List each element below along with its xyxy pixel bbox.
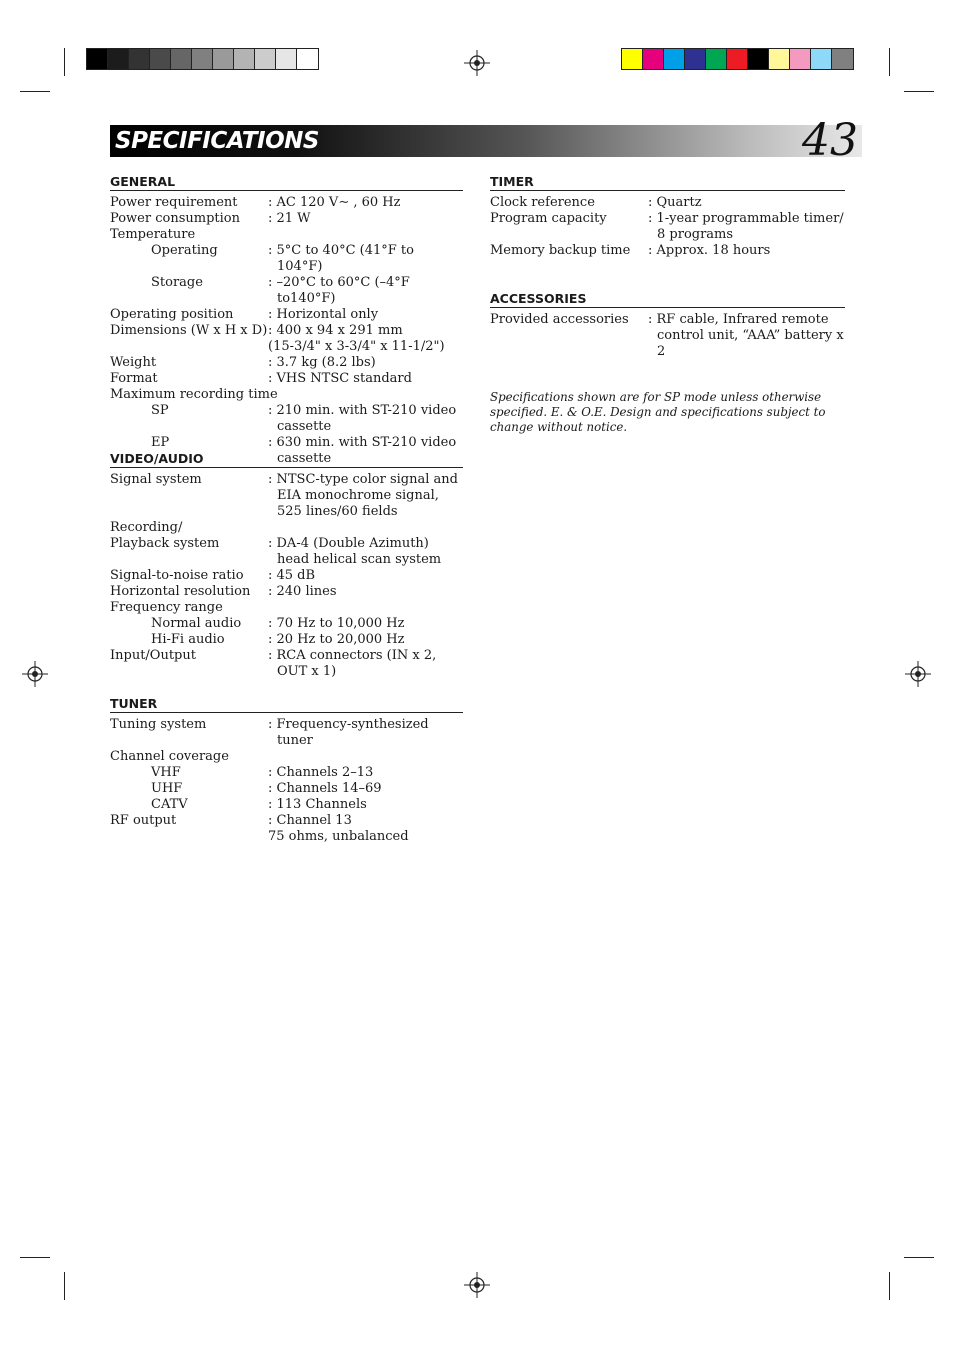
- spec-label: Provided accessories: [490, 312, 629, 327]
- section-heading: GENERAL: [110, 175, 463, 191]
- section-heading: VIDEO/AUDIO: [110, 452, 463, 468]
- spec-label: Frequency range: [110, 600, 223, 615]
- page-title: SPECIFICATIONS: [115, 128, 319, 154]
- spec-label: Format: [110, 371, 158, 386]
- spec-value: : Channels 14–69: [268, 781, 382, 796]
- spec-value: : 21 W: [268, 211, 311, 226]
- color-swatch: [213, 49, 234, 69]
- spec-value: [268, 227, 463, 243]
- spec-row: [110, 355, 463, 371]
- spec-value: : Approx. 18 hours: [648, 243, 771, 258]
- spec-value: : NTSC-type color signal and EIA monochrome signal, 525 lines/60 fields: [268, 472, 458, 519]
- tuner-section: [110, 697, 463, 845]
- spec-label: Operating: [151, 243, 218, 258]
- spec-label: Recording/: [110, 520, 183, 535]
- process-color-bar: [621, 48, 854, 70]
- spec-value: : Channels 2–13: [268, 765, 374, 780]
- spec-value: : 240 lines: [268, 584, 337, 599]
- spec-row: [110, 632, 463, 648]
- general-section: [110, 175, 463, 467]
- color-swatch: [832, 49, 853, 69]
- spec-label: Weight: [110, 355, 157, 370]
- spec-label: Operating position: [110, 307, 234, 322]
- spec-label: UHF: [151, 781, 183, 796]
- spec-value: [268, 749, 463, 765]
- grayscale-color-bar: [86, 48, 319, 70]
- spec-row: [110, 323, 463, 339]
- spec-row: [110, 243, 463, 275]
- spec-value: : RF cable, Infrared remote control unit, “AAA” battery x 2: [648, 312, 844, 359]
- spec-value: : Channel 13: [268, 813, 352, 828]
- spec-row: [110, 339, 463, 355]
- title-banner: [110, 115, 862, 166]
- color-swatch: [664, 49, 685, 69]
- spec-row: [110, 717, 463, 749]
- spec-label: Signal-to-noise ratio: [110, 568, 244, 583]
- video-audio-section: [110, 452, 463, 680]
- spec-value: (15-3/4" x 3-3/4" x 11-1/2"): [268, 339, 445, 354]
- crop-mark: [889, 48, 890, 76]
- spec-label: Horizontal resolution: [110, 584, 251, 599]
- spec-row: [110, 568, 463, 584]
- spec-value: : –20°C to 60°C (–4°F to140°F): [268, 275, 410, 306]
- color-swatch: [276, 49, 297, 69]
- spec-value: : Frequency-synthesized tuner: [268, 717, 429, 748]
- spec-row: [110, 307, 463, 323]
- spec-label: Power consumption: [110, 211, 240, 226]
- spec-label: [110, 829, 268, 845]
- crop-mark: [904, 1257, 934, 1258]
- registration-mark-icon: [464, 50, 490, 76]
- crop-mark: [889, 1272, 890, 1300]
- spec-row: [110, 648, 463, 680]
- color-swatch: [685, 49, 706, 69]
- spec-row: [110, 797, 463, 813]
- color-swatch: [706, 49, 727, 69]
- crop-mark: [20, 1257, 50, 1258]
- spec-value: : VHS NTSC standard: [268, 371, 412, 386]
- spec-row: [110, 403, 463, 435]
- spec-row: [490, 195, 845, 211]
- spec-value: : 400 x 94 x 291 mm: [268, 323, 403, 338]
- spec-value: : DA-4 (Double Azimuth) head helical scan system: [268, 536, 442, 567]
- spec-value: [268, 600, 463, 616]
- spec-value: [268, 387, 463, 403]
- spec-row: [110, 472, 463, 520]
- spec-label: Storage: [151, 275, 203, 290]
- spec-value: 75 ohms, unbalanced: [268, 829, 409, 844]
- spec-label: VHF: [151, 765, 181, 780]
- color-swatch: [129, 49, 150, 69]
- spec-row: [110, 616, 463, 632]
- color-swatch: [643, 49, 664, 69]
- spec-value: : 113 Channels: [268, 797, 367, 812]
- color-swatch: [622, 49, 643, 69]
- crop-mark: [20, 91, 50, 92]
- crop-mark: [904, 91, 934, 92]
- spec-value: : Quartz: [648, 195, 702, 210]
- specifications-note: Specifications shown are for SP mode unless otherwise specified. E. & O.E. Design and specifications subject to change without notice.: [490, 390, 826, 434]
- spec-value: : AC 120 V∼ , 60 Hz: [268, 195, 401, 210]
- spec-row: [490, 211, 845, 243]
- spec-row: [110, 211, 463, 227]
- spec-label: Hi-Fi audio: [151, 632, 225, 647]
- spec-value: : 45 dB: [268, 568, 316, 583]
- spec-value: : 210 min. with ST-210 video cassette: [268, 403, 457, 434]
- registration-mark-icon: [464, 1272, 490, 1298]
- spec-row: [110, 749, 463, 765]
- color-swatch: [171, 49, 192, 69]
- spec-row: [110, 813, 463, 829]
- color-swatch: [811, 49, 832, 69]
- spec-row: [110, 781, 463, 797]
- spec-label: Channel coverage: [110, 749, 229, 764]
- spec-label: [110, 339, 268, 355]
- page-number: 43: [802, 115, 858, 166]
- crop-mark: [64, 48, 65, 76]
- color-swatch: [748, 49, 769, 69]
- registration-mark-icon: [905, 661, 931, 687]
- spec-label: Maximum recording time: [110, 387, 278, 402]
- spec-row: [110, 371, 463, 387]
- spec-label: Normal audio: [151, 616, 242, 631]
- spec-value: : 630 min. with ST-210 video cassette: [268, 435, 457, 466]
- spec-value: : 1-year programmable timer/ 8 programs: [648, 211, 844, 242]
- section-heading: ACCESSORIES: [490, 292, 845, 308]
- section-heading: TUNER: [110, 697, 463, 713]
- color-swatch: [192, 49, 213, 69]
- spec-label: CATV: [151, 797, 188, 812]
- accessories-section: [490, 292, 845, 360]
- color-swatch: [150, 49, 171, 69]
- color-swatch: [297, 49, 318, 69]
- spec-label: Signal system: [110, 472, 202, 487]
- timer-section: [490, 175, 845, 259]
- spec-label: Dimensions (W x H x D): [110, 323, 268, 338]
- spec-value: : 70 Hz to 10,000 Hz: [268, 616, 405, 631]
- spec-row: [110, 275, 463, 307]
- spec-label: Temperature: [110, 227, 196, 242]
- crop-mark: [64, 1272, 65, 1300]
- color-swatch: [108, 49, 129, 69]
- spec-label: Clock reference: [490, 195, 595, 210]
- spec-label: Program capacity: [490, 211, 607, 226]
- spec-row: [110, 829, 463, 845]
- spec-label: Input/Output: [110, 648, 196, 663]
- spec-value: : 3.7 kg (8.2 lbs): [268, 355, 376, 370]
- spec-value: : 5°C to 40°C (41°F to 104°F): [268, 243, 414, 274]
- spec-row: [110, 520, 463, 536]
- spec-row: [490, 243, 845, 259]
- spec-label: EP: [151, 435, 170, 450]
- spec-row: [110, 387, 463, 403]
- spec-row: [110, 584, 463, 600]
- color-swatch: [87, 49, 108, 69]
- color-swatch: [255, 49, 276, 69]
- spec-row: [110, 195, 463, 211]
- section-heading: TIMER: [490, 175, 845, 191]
- spec-label: Playback system: [110, 536, 220, 551]
- spec-row: [110, 765, 463, 781]
- spec-label: Memory backup time: [490, 243, 631, 258]
- color-swatch: [727, 49, 748, 69]
- spec-row: [110, 600, 463, 616]
- color-swatch: [790, 49, 811, 69]
- spec-label: Power requirement: [110, 195, 238, 210]
- spec-value: : 20 Hz to 20,000 Hz: [268, 632, 405, 647]
- spec-row: [110, 536, 463, 568]
- spec-label: RF output: [110, 813, 177, 828]
- registration-mark-icon: [22, 661, 48, 687]
- spec-label: SP: [151, 403, 169, 418]
- spec-value: [268, 520, 463, 536]
- spec-value: : Horizontal only: [268, 307, 379, 322]
- color-swatch: [769, 49, 790, 69]
- spec-label: Tuning system: [110, 717, 207, 732]
- spec-value: : RCA connectors (IN x 2, OUT x 1): [268, 648, 437, 679]
- color-swatch: [234, 49, 255, 69]
- spec-row: [110, 227, 463, 243]
- spec-row: [490, 312, 845, 360]
